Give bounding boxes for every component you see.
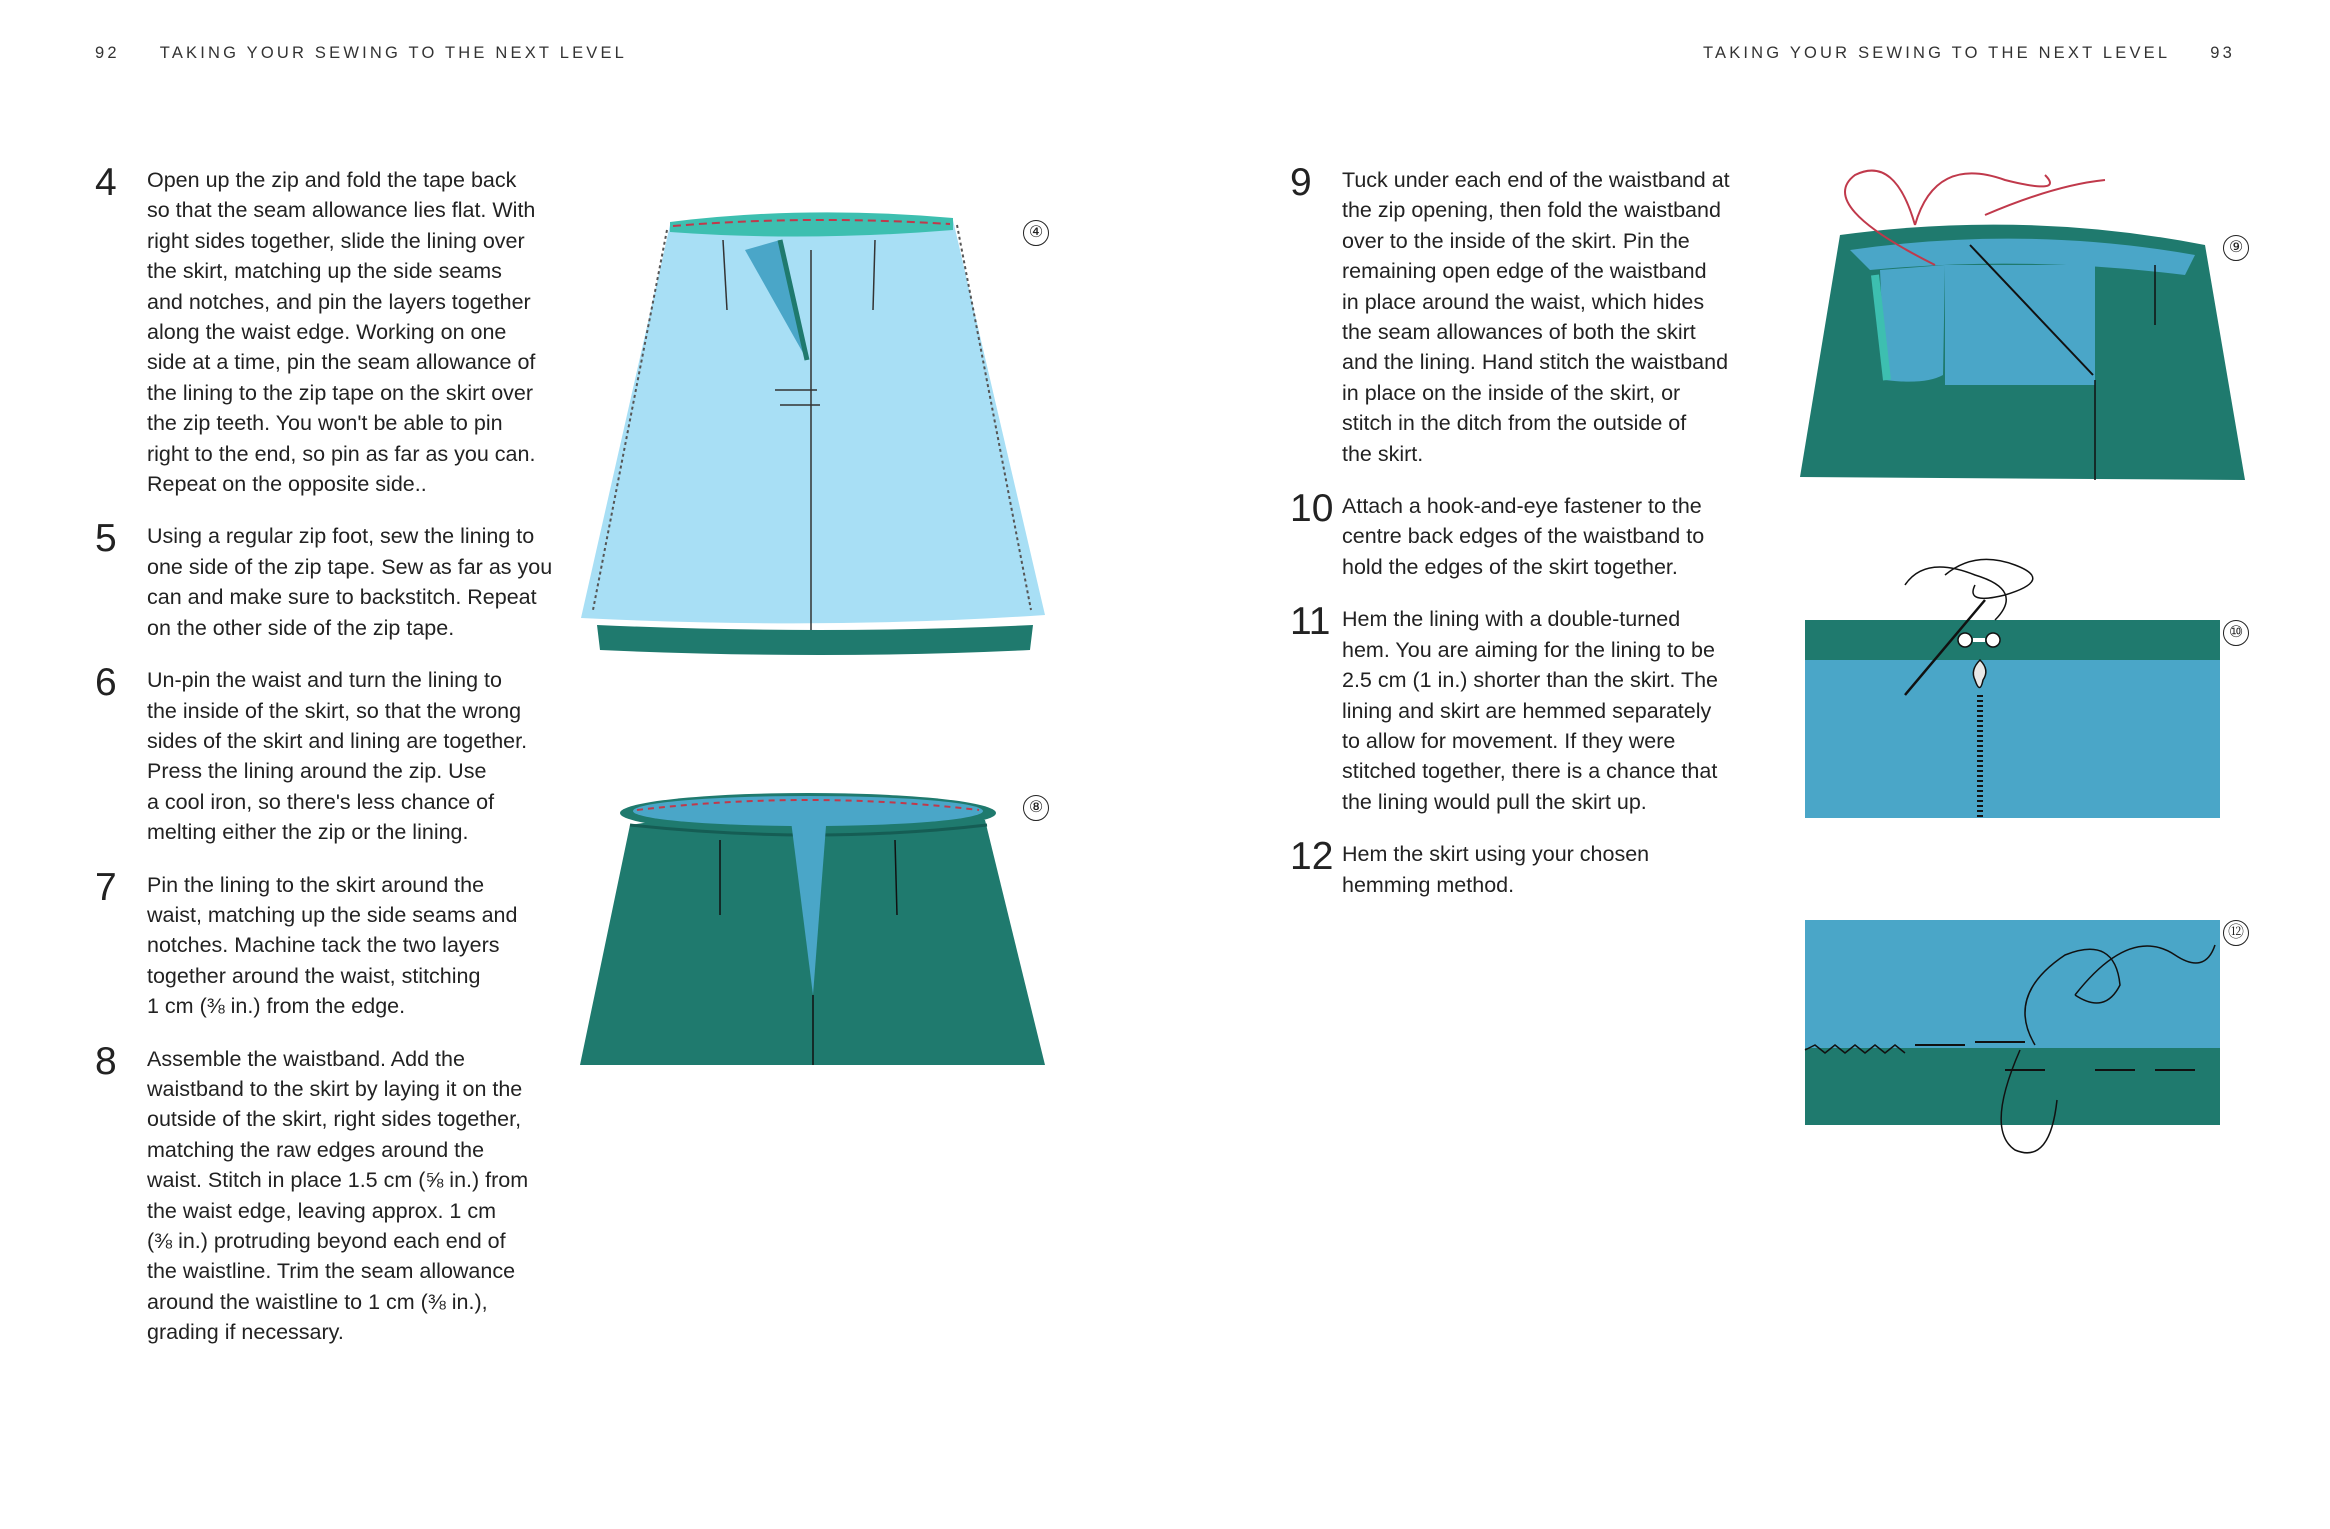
right-page-number: 93 <box>2210 44 2235 62</box>
step-text: Open up the zip and fold the tape back so that the seam allowance lies flat. With right sides together, slide the lining over the skirt, matching up the side seams and notches, and pin the layers together along the waist edge. Working on one side at a time, pin the seam allowance of the lining to the zip tape on the skirt over the zip teeth. You won't be able to pin right to the end, so pin as far as you can. Repeat on the opposite side.. <box>147 168 536 497</box>
step-number: 9 <box>1290 161 1312 204</box>
step-number: 12 <box>1290 835 1334 879</box>
figure-4-lining-over-skirt <box>575 190 1055 670</box>
step-text: Un-pin the waist and turn the lining to the inside of the skirt, so that the wrong sides of the skirt and lining are together. Press the lining around the zip. Use a cool iron, so there's less chance of melting either the zip or the lining. <box>147 668 528 845</box>
hook-and-eye-illustration <box>1775 555 2255 820</box>
step-number: 4 <box>95 161 117 204</box>
folded-waistband-illustration <box>1775 165 2255 495</box>
step-text: Tuck under each end of the waistband at the zip opening, then fold the waistband over to the inside of the skirt. Pin the remaining open edge of the waistband in place around the waist, which hides the seam allowances of both the skirt and the lining. Hand stitch the waistband in place on the inside of the skirt, or stitch in the ditch from the outside of the skirt. <box>1342 168 1730 466</box>
step-text: Pin the lining to the skirt around the waist, matching up the side seams and notches. Machine tack the two layers together around the waist, stitching 1 cm (⅜ in.) from the edge. <box>147 872 518 1019</box>
step-5 <box>95 517 575 643</box>
step-number: 10 <box>1290 487 1334 531</box>
left-running-title: TAKING YOUR SEWING TO THE NEXT LEVEL <box>159 44 628 62</box>
figure-9-folded-waistband <box>1775 165 2255 495</box>
step-11 <box>1290 600 1790 817</box>
step-number: 6 <box>95 661 117 705</box>
figure-8-waistband <box>575 785 1055 1075</box>
step-text: Attach a hook-and-eye fastener to the centre back edges of the waistband to hold the edges of the skirt together. <box>1342 494 1705 579</box>
figure-label-badge: ⑫ <box>2223 920 2249 946</box>
right-page <box>1165 0 2330 1529</box>
step-6 <box>95 661 575 847</box>
figure-label-badge: ⑩ <box>2223 620 2249 646</box>
left-steps <box>95 161 575 1370</box>
step-number: 11 <box>1290 600 1331 644</box>
figure-label-badge: ⑨ <box>2223 235 2249 261</box>
step-7 <box>95 865 575 1022</box>
step-number: 8 <box>95 1039 117 1083</box>
skirt-waistband-illustration <box>575 785 1055 1075</box>
step-number: 7 <box>95 865 117 909</box>
step-4 <box>95 161 575 499</box>
skirt-lining-illustration <box>575 190 1055 670</box>
left-page-number: 92 <box>95 44 120 62</box>
step-text: Hem the lining with a double-turned hem. You are aiming for the lining to be 2.5 cm (1 in.) shorter than the skirt. The lining and skirt are hemmed separately to allow for movement. If they were stitched together, there is a chance that the lining would pull the skirt up. <box>1342 607 1719 814</box>
step-8 <box>95 1039 575 1348</box>
left-running-head <box>95 44 627 63</box>
figure-10-hook-and-eye <box>1775 555 2255 820</box>
step-10 <box>1290 487 1790 582</box>
step-text: Assemble the waistband. Add the waistband to the skirt by laying it on the outside of the skirt, right sides together, matching the raw edges around the waist. Stitch in place 1.5 cm (⅝ in.) from the waist edge, leaving approx. 1 cm (⅜ in.) protruding beyond each end of the waistline. Trim the seam allowance around the waistline to 1 cm (⅜ in.), grading if necessary. <box>147 1046 529 1345</box>
figure-12-hem <box>1775 895 2255 1165</box>
step-9 <box>1290 161 1790 469</box>
step-number: 5 <box>95 517 117 561</box>
step-text: Using a regular zip foot, sew the lining to one side of the zip tape. Sew as far as you can and make sure to backstitch. Repeat on the other side of the zip tape. <box>147 524 553 640</box>
step-12 <box>1290 835 1790 900</box>
right-running-title: TAKING YOUR SEWING TO THE NEXT LEVEL <box>1702 44 2171 62</box>
right-steps <box>1290 161 1790 922</box>
step-text: Hem the skirt using your chosen hemming method. <box>1342 842 1650 897</box>
figure-label-badge: ④ <box>1023 220 1049 246</box>
hem-stitching-illustration <box>1775 895 2255 1165</box>
figure-label-badge: ⑧ <box>1023 795 1049 821</box>
right-running-head <box>1703 44 2235 63</box>
